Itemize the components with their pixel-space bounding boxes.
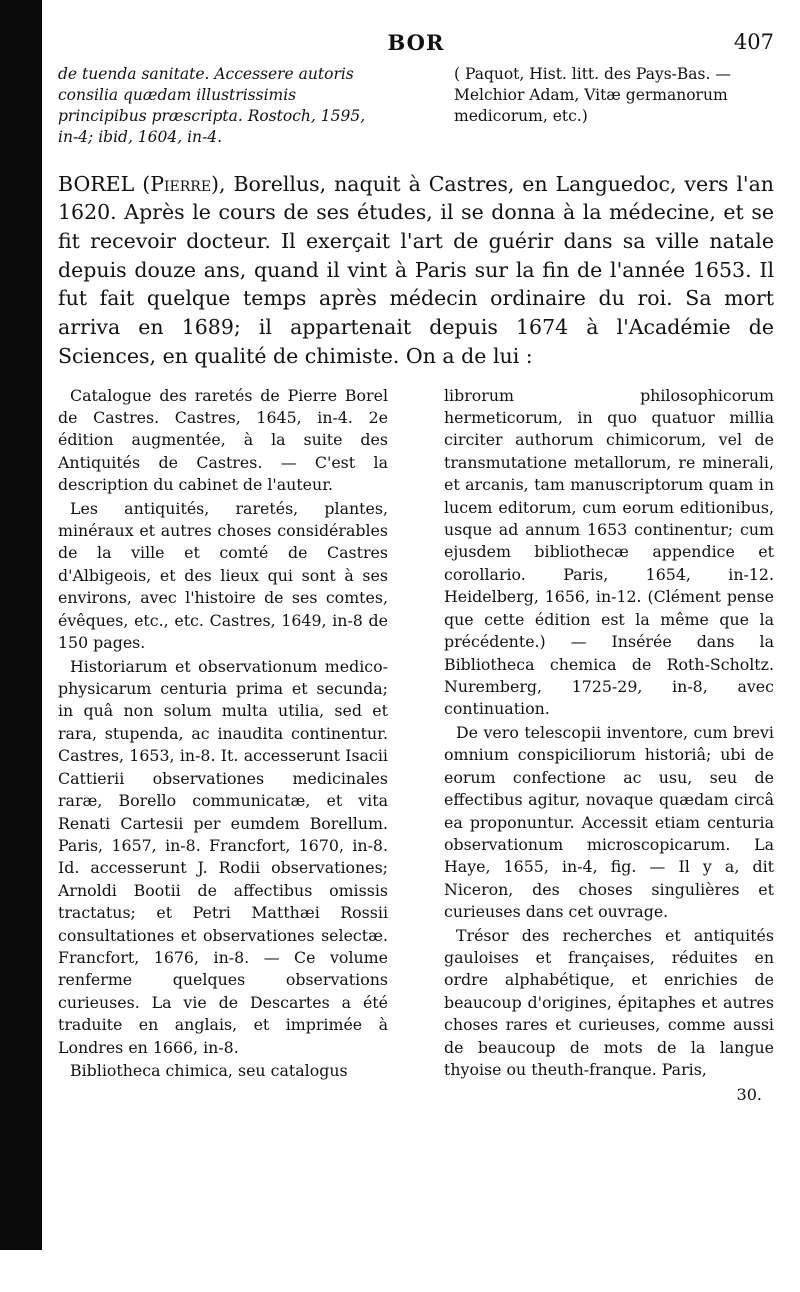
bibliography-entry: De vero telescopii inventore, cum brevi omnium conspiciliorum historiâ; ubi de eorum confectione ac usu, seu de effectibus agitur, novaque quædam circâ ea proponuntur. Accessit etiam centuria observationum microscopicarum. La Haye, 1655, in-4, fig. — Il y a, dit Niceron, des choses singulières et curieuses dans cet ouvrage. [444, 722, 774, 922]
continuation-right: ( Paquot, Hist. litt. des Pays-Bas. — Melchior Adam, Vitæ germanorum medicorum, etc.) [454, 65, 731, 125]
bibliography-entry: Trésor des recherches et antiquités gauloises et françaises, réduites en ordre alphabétique, et enrichies de beaucoup d'origines, épitaphes et autres choses rares et curieuses, comme aussi de beaucoup de mots de la langue thyoise ou theuth-franque. Paris, [444, 925, 774, 1080]
running-head-title: BOR [387, 30, 445, 55]
bibliography-entry: librorum philosophicorum hermeticorum, in quo quatuor millia circiter authorum chimicorum, vel de transmutatione metallorum, re minerali, et arcanis, tam manuscriptorum quam in lucem editorum, cum eorum editionibus, usque ad annum 1653 continentur; cum ejusdem bibliothecæ appendice et corollario. Paris, 1654, in-12. Heidelberg, 1656, in-12. (Clément pense que cette édition est la même que la précédente.) — Insérée dans la Bibliotheca chemica de Roth-Scholtz. Nuremberg, 1725-29, in-8, avec continuation. [444, 385, 774, 719]
book-spine-shadow [0, 0, 42, 1250]
bibliography-entry: Les antiquités, raretés, plantes, minéraux et autres choses considérables de la ville et comté de Castres d'Albigeois, et des lieux qui sont à ses environs, avec l'histoire de ses comtes, évêques, etc., etc. Castres, 1649, in-8 de 150 pages. [58, 498, 388, 653]
bibliography-columns [58, 385, 774, 1107]
bibliography-entry: Catalogue des raretés de Pierre Borel de Castres. Castres, 1645, in-4. 2e édition augmentée, à la suite des Antiquités de Castres. — C'est la description du cabinet de l'auteur. [58, 385, 388, 495]
signature-mark: 30. [736, 1084, 762, 1104]
bibliography-entry: Bibliotheca chimica, seu catalogus [70, 1061, 348, 1081]
book-page [58, 30, 774, 1270]
bibliography-right-column [444, 385, 774, 1107]
bibliography-entry: Historiarum et observationum medico-physicarum centuria prima et secunda; in quâ non solum multa utilia, sed et rara, stupenda, ac inaudita continentur. Castres, 1653, in-8. It. accesserunt Isacii Cattierii observationes medicinales raræ, Borello communicatæ, et vita Renati Cartesii per eumdem Borellum. Paris, 1657, in-8. Francfort, 1670, in-8. Id. accesserunt J. Rodii observationes; Arnoldi Bootii de affectibus omissis tractatus; et Petri Matthæi Rossii consultationes et observationes selectæ. Francfort, 1676, in-8. — Ce volume renferme quelques observations curieuses. La vie de Descartes a été traduite en anglais, et imprimée à Londres en 1666, in-8. [58, 656, 388, 1057]
continuation-left: de tuenda sanitate. Accessere autoris consilia quædam illustrissimis principibus præscripta. Rostoch, 1595, in-4; ibid, 1604, in-4. [58, 65, 366, 146]
entry-borel-biography [58, 170, 774, 371]
entry-biography-text: , Borellus, naquit à Castres, en Languedoc, vers l'an 1620. Après le cours de ses études, il se donna à la médecine, et se fit recevoir docteur. Il exerçait l'art de guérir dans sa ville natale depuis douze ans, quand il vint à Paris sur la fin de l'année 1653. Il fut fait quelque temps après médecin ordinaire du roi. Sa mort arriva en 1689; il appartenait depuis 1674 à l'Académie de Sciences, en qualité de chimiste. On a de lui : [58, 171, 774, 368]
previous-entry-continuation [58, 64, 774, 148]
running-head [58, 30, 774, 56]
bibliography-left-column [58, 385, 388, 1107]
entry-firstname: (Pierre) [142, 171, 220, 196]
entry-headword: BOREL [58, 171, 135, 196]
page-number: 407 [733, 30, 774, 54]
